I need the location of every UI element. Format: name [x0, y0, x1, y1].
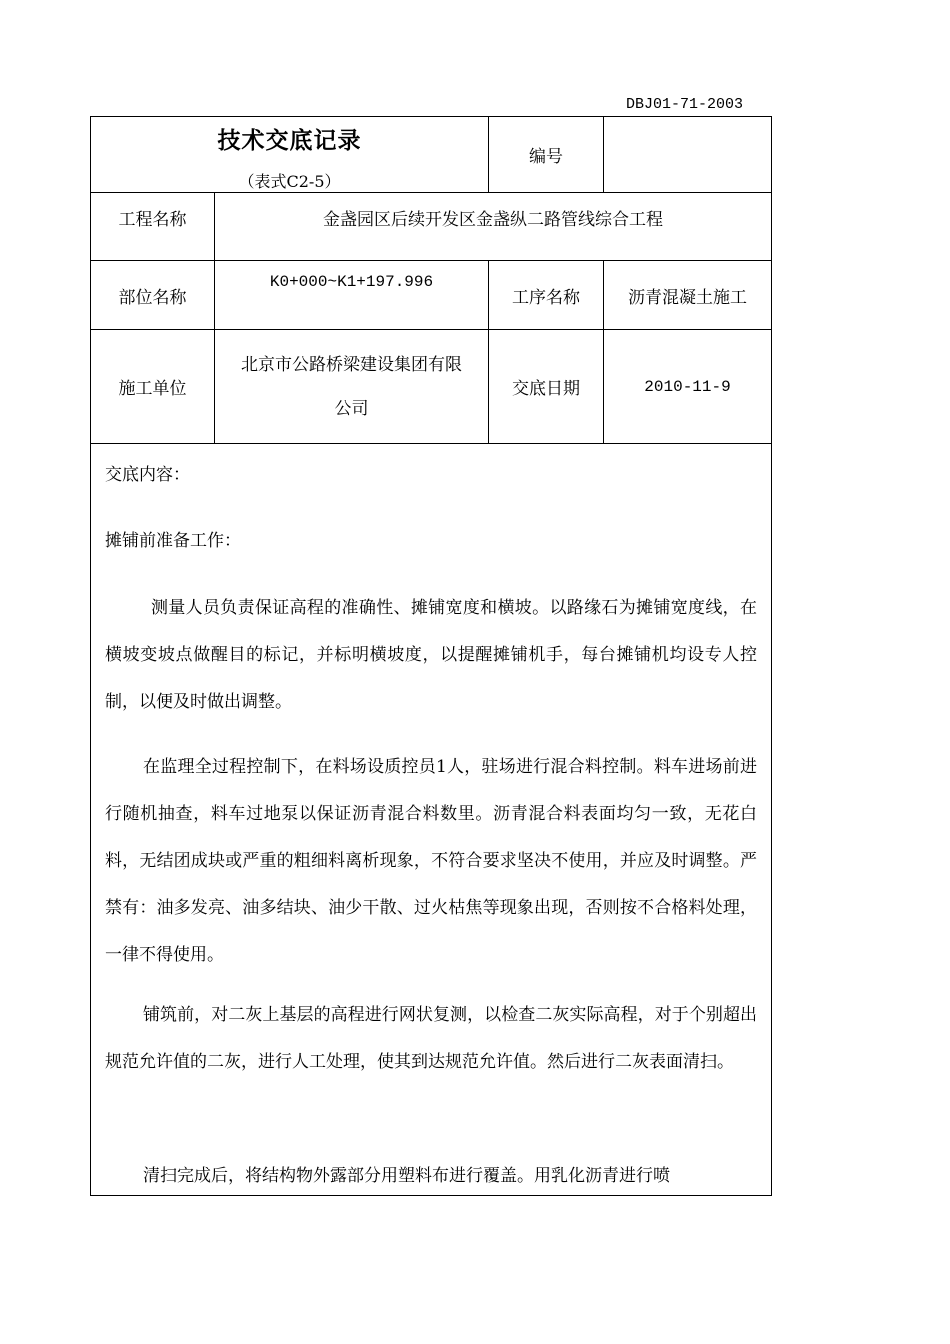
- disclosure-date-label: 交底日期: [512, 379, 580, 399]
- contractor-line-1: 北京市公路桥梁建设集团有限: [241, 354, 462, 375]
- paragraph: 清扫完成后，将结构物外露部分用塑料布进行覆盖。用乳化沥青进行喷: [143, 1166, 670, 1186]
- contractor-value: [215, 330, 488, 443]
- contractor-line-2: 公司: [334, 398, 369, 419]
- grid-line: [91, 443, 771, 444]
- disclosure-date-value: 2010-11-9: [644, 377, 731, 396]
- part-name-value: K0+000~K1+197.996: [269, 273, 434, 291]
- number-value: [604, 117, 771, 192]
- content-heading: 交底内容：: [105, 465, 190, 485]
- process-name-value: 沥青混凝土施工: [628, 287, 747, 308]
- disclosure-record-table: [90, 116, 772, 1196]
- part-name-label: 部位名称: [118, 287, 187, 308]
- project-name-value: 金盏园区后续开发区金盏纵二路管线综合工程: [323, 210, 663, 230]
- paragraph: 测量人员负责保证高程的准确性、摊铺宽度和横坡。以路缘石为摊铺宽度线，在横坡变坡点做醒目的标记，并标明横坡度，以提醒摊铺机手，每台摊铺机均设专人控制，以便及时做出调整。: [105, 598, 757, 712]
- form-label: （表式C2-5）: [238, 171, 341, 191]
- contractor-label: 施工单位: [118, 379, 187, 399]
- number-label: 编号: [529, 147, 563, 167]
- title-cell: [91, 117, 488, 192]
- process-name-label: 工序名称: [512, 287, 580, 308]
- paragraph: 在监理全过程控制下，在料场设质控员1人，驻场进行混合料控制。料车进场前进行随机抽查，料车过地泵以保证沥青混合料数里。沥青混合料表面均匀一致，无花白料，无结团成块或严重的粗细料离析现象，不符合要求坚决不使用，并应及时调整。严禁有：油多发亮、油多结块、油少干散、过火枯焦等现象出现，否则按不合格料处理，一律不得使用。: [105, 757, 757, 965]
- project-name-label: 工程名称: [118, 210, 187, 230]
- paragraph: 铺筑前，对二灰上基层的高程进行网状复测，以检查二灰实际高程，对于个别超出规范允许值的二灰，进行人工处理，使其到达规范允许值。然后进行二灰表面清扫。: [105, 1005, 757, 1072]
- page-title: 技术交底记录: [217, 127, 362, 154]
- section-title: 摊铺前准备工作：: [105, 531, 241, 551]
- document-code: DBJ01-71-2003: [626, 96, 744, 113]
